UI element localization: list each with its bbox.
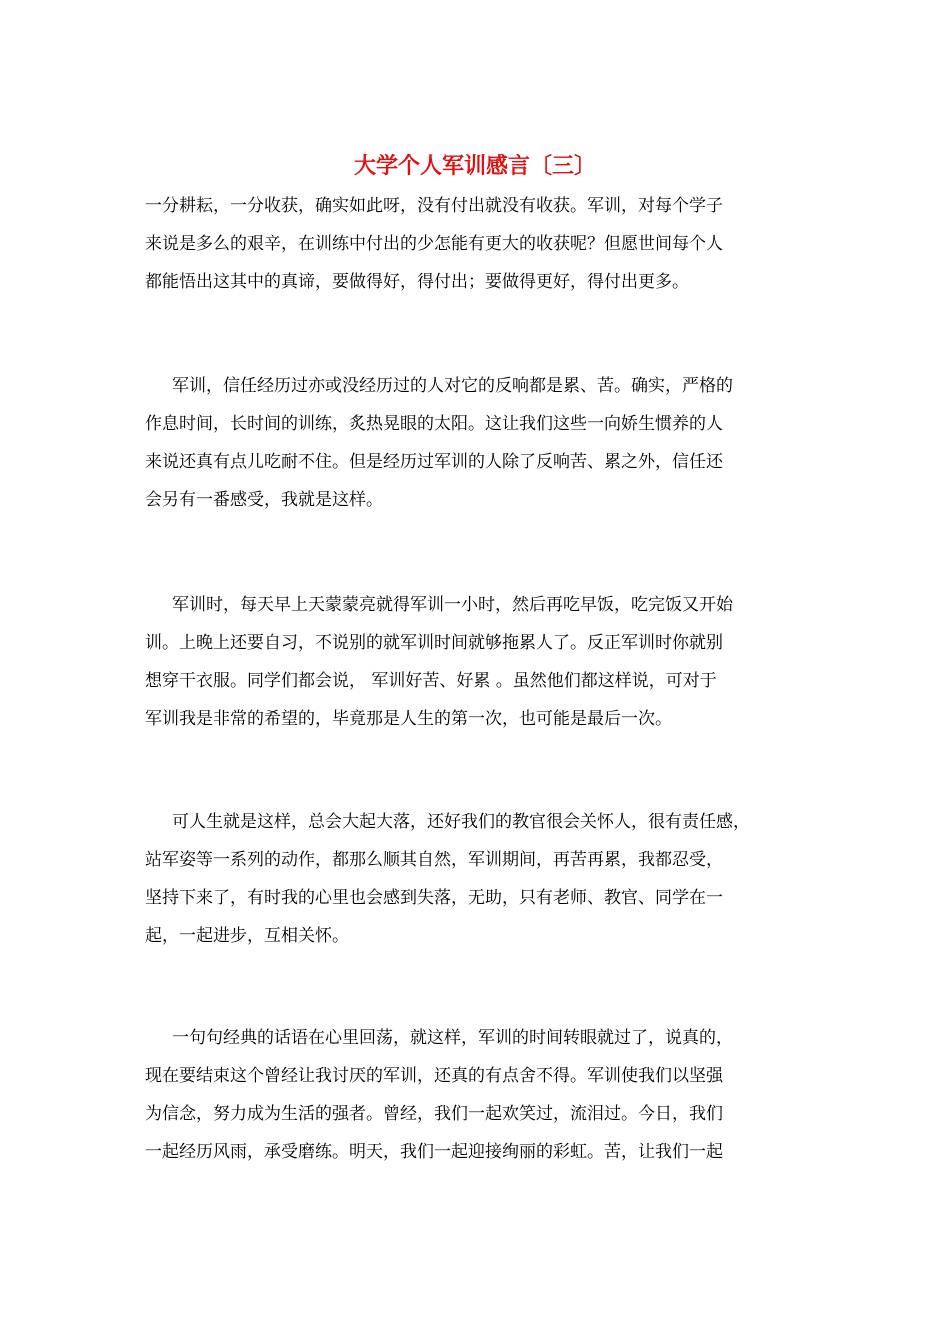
paragraph-line: 站军姿等一系列的动作，都那么顺其自然，军训期间，再苦再累，我都忍受， <box>145 850 723 870</box>
paragraph-line: 起，一起进步，互相关怀。 <box>145 926 349 946</box>
paragraph-line: 训。上晚上还要自习，不说别的就军训时间就够拖累人了。反正军训时你就别 <box>145 633 723 653</box>
paragraph-line: 可人生就是这样，总会大起大落，还好我们的教官很会关怀人，很有责任感， <box>172 812 750 832</box>
paragraph-line: 一起经历风雨，承受磨练。明天，我们一起迎接绚丽的彩虹。苦，让我们一起 <box>145 1142 723 1162</box>
paragraph-line: 现在要结束这个曾经让我讨厌的军训，还真的有点舍不得。军训使我们以坚强 <box>145 1066 723 1086</box>
paragraph-line: 都能悟出这其中的真谛，要做得好，得付出；要做得更好，得付出更多。 <box>145 272 689 292</box>
paragraph-line: 坚持下来了，有时我的心里也会感到失落，无助，只有老师、教官、同学在一 <box>145 888 723 908</box>
paragraph-line: 军训我是非常的希望的，毕竟那是人生的第一次，也可能是最后一次。 <box>145 709 672 729</box>
document-title: 大学个人军训感言〔三〕 <box>353 153 596 179</box>
paragraph-line: 来说是多么的艰辛，在训练中付出的少怎能有更大的收获呢？但愿世间每个人 <box>145 234 723 254</box>
paragraph-line: 来说还真有点儿吃耐不住。但是经历过军训的人除了反响苦、累之外，信任还 <box>145 452 723 472</box>
paragraph-line: 一分耕耘，一分收获，确实如此呀，没有付出就没有收获。军训，对每个学子 <box>145 196 723 216</box>
paragraph-line: 为信念，努力成为生活的强者。曾经，我们一起欢笑过，流泪过。今日，我们 <box>145 1104 723 1124</box>
paragraph-line: 会另有一番感受，我就是这样。 <box>145 490 383 510</box>
paragraph-line: 想穿干衣服。同学们都会说， 军训好苦、好累 。虽然他们都这样说，可对于 <box>145 671 717 691</box>
paragraph-line: 军训，信任经历过亦或没经历过的人对它的反响都是累、苦。确实，严格的 <box>172 376 733 396</box>
paragraph-line: 作息时间，长时间的训练，炙热晃眼的太阳。这让我们这些一向娇生惯养的人 <box>145 414 723 434</box>
paragraph-line: 军训时，每天早上天蒙蒙亮就得军训一小时，然后再吃早饭，吃完饭又开始 <box>172 595 733 615</box>
paragraph-line: 一句句经典的话语在心里回荡，就这样，军训的时间转眼就过了，说真的， <box>172 1028 733 1048</box>
